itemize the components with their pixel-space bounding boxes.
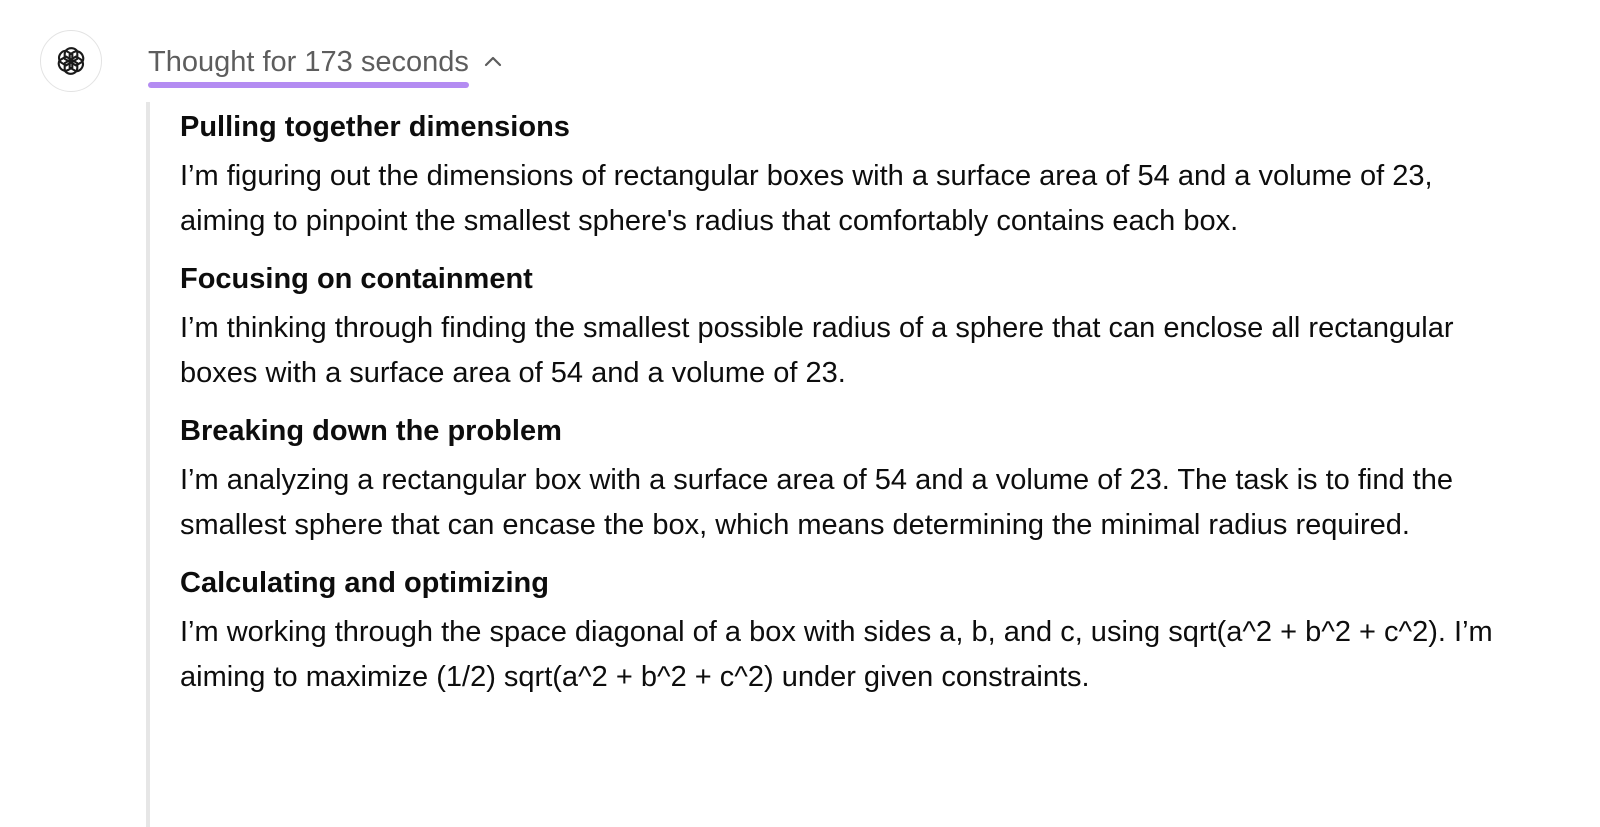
step-body: I’m analyzing a rectangular box with a surface area of 54 and a volume of 23. The task is to find the smallest sphere that can encase the box, which means determining the minimal radius required.	[180, 464, 1453, 541]
assistant-avatar	[40, 30, 102, 92]
step-body: I’m thinking through finding the smallest possible radius of a sphere that can enclose all rectangular boxes with a surface area of 54 and a volume of 23.	[180, 312, 1454, 389]
step-title: Breaking down the problem	[180, 415, 562, 447]
step-body: I’m working through the space diagonal of a box with sides a, b, and c, using sqrt(a^2 + b^2 + c^2). I’m aiming to maximize (1/2) sqrt(a^2 + b^2 + c^2) under given constraints.	[180, 616, 1493, 693]
reasoning-panel	[146, 102, 1506, 827]
step-title: Pulling together dimensions	[180, 111, 570, 143]
thought-toggle-button[interactable]	[148, 42, 505, 90]
chevron-up-icon[interactable]	[481, 50, 505, 74]
reasoning-step	[180, 566, 1506, 700]
openai-logo-icon	[53, 43, 89, 79]
reasoning-step	[180, 262, 1506, 396]
step-body: I’m figuring out the dimensions of rectangular boxes with a surface area of 54 and a volume of 23, aiming to pinpoint the smallest sphere's radius that comfortably contains each box.	[180, 160, 1433, 237]
reasoning-step	[180, 110, 1506, 244]
thought-duration-label[interactable]: Thought for 173 seconds	[148, 42, 469, 82]
reasoning-step	[180, 414, 1506, 548]
step-title: Focusing on containment	[180, 263, 533, 295]
step-title: Calculating and optimizing	[180, 567, 549, 599]
